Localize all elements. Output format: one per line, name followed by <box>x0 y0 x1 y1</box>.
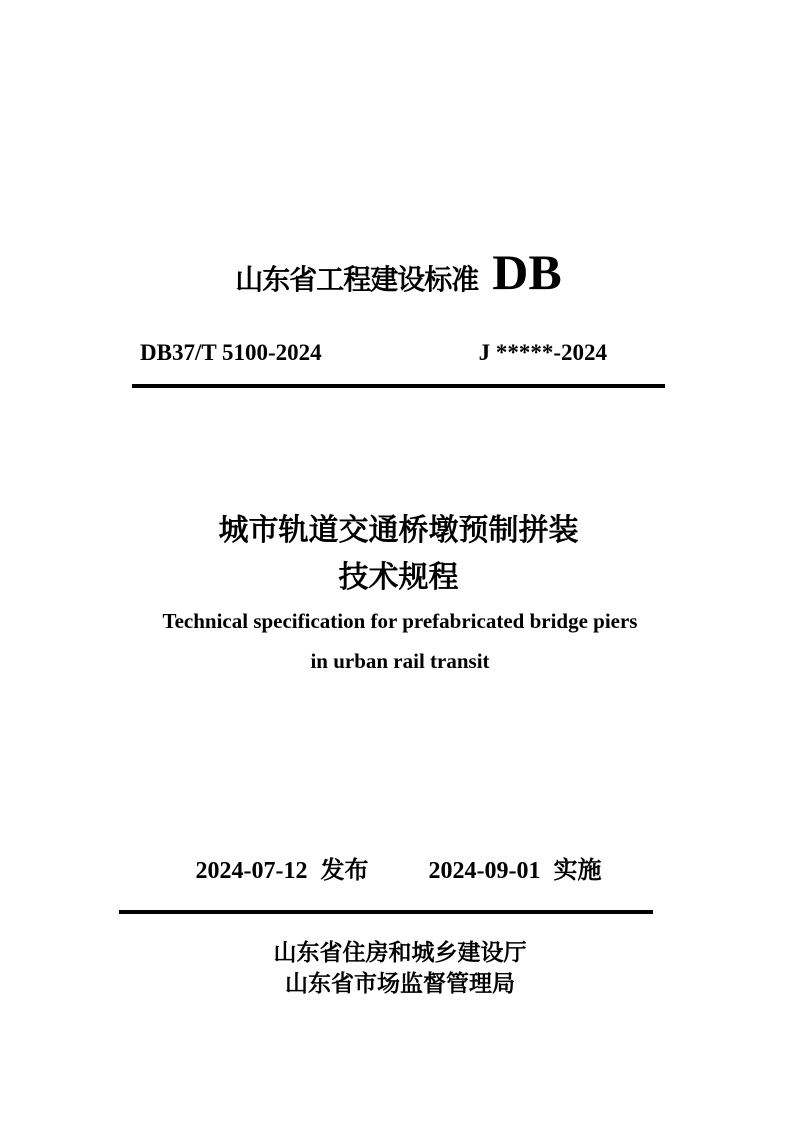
issue-date-label: 发布 <box>320 858 369 884</box>
title-chinese-line1: 城市轨道交通桥墩预制拼装 <box>218 514 579 547</box>
effective-date-cell <box>429 856 602 886</box>
standard-category-label: 山东省工程建设标准 <box>235 264 479 295</box>
title-english <box>0 601 800 681</box>
dates-row <box>132 856 665 886</box>
title-chinese-line2: 技术规程 <box>338 561 459 594</box>
bottom-divider-rule <box>119 910 653 914</box>
title-chinese <box>132 507 665 601</box>
title-english-line2: in urban rail transit <box>310 649 490 673</box>
publisher-line2: 山东省市场监督管理局 <box>285 970 515 996</box>
issue-date-cell <box>196 856 369 886</box>
publishers-block <box>0 937 800 999</box>
title-english-line1: Technical specification for prefabricated bridge piers <box>162 609 638 633</box>
effective-date-label: 实施 <box>553 858 602 884</box>
header-row <box>132 243 665 301</box>
issue-date-value: 2024-07-12 <box>195 858 308 884</box>
standard-code-row <box>132 340 665 366</box>
effective-date-value: 2024-09-01 <box>428 858 541 884</box>
local-standard-code: DB37/T 5100-2024 <box>140 340 322 365</box>
top-divider-rule <box>132 384 665 388</box>
publisher-line1: 山东省住房和城乡建设厅 <box>273 939 527 965</box>
record-number-code: J *****-2024 <box>478 340 607 365</box>
db-logo-mark: DB <box>492 244 562 300</box>
